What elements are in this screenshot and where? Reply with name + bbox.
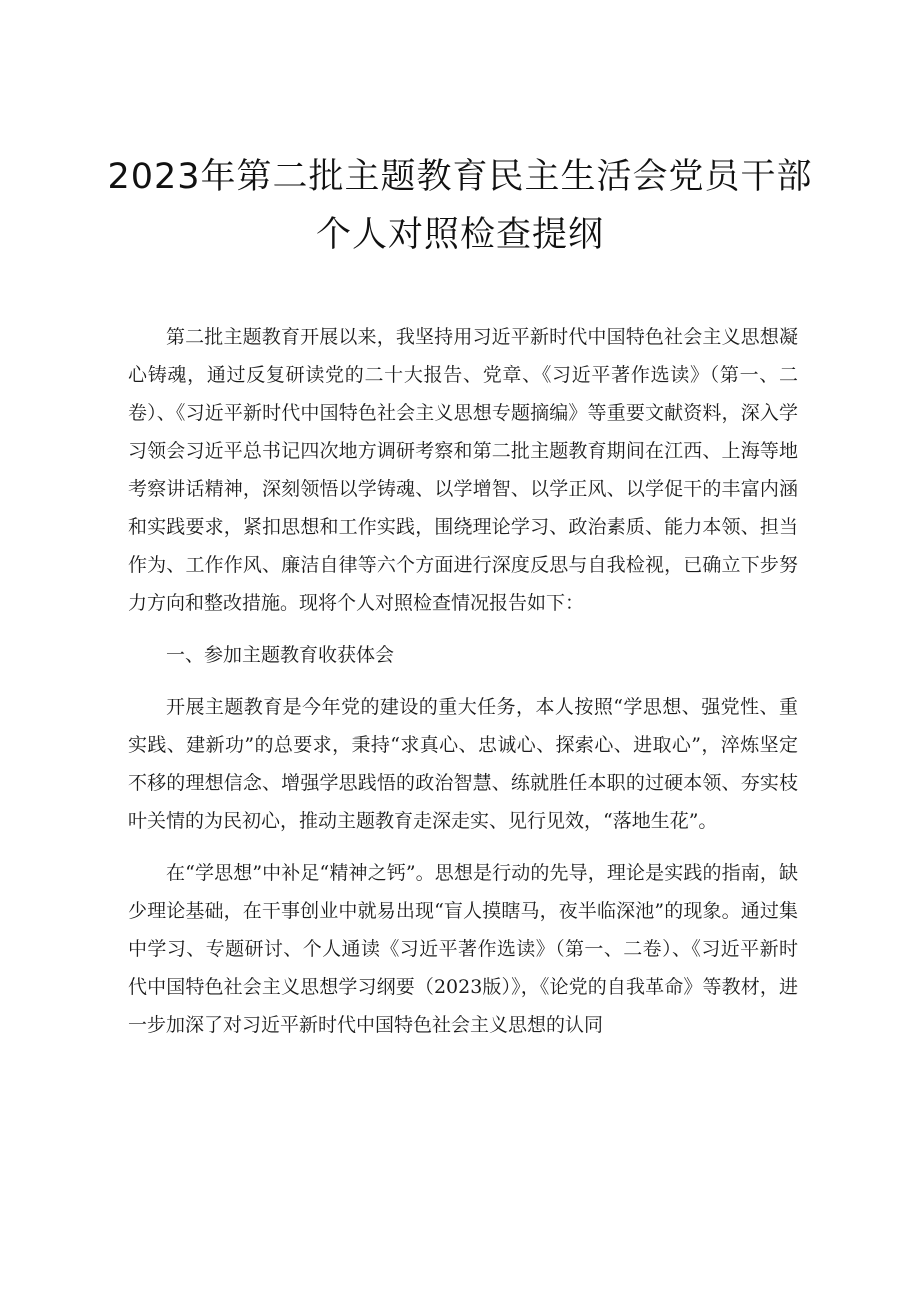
title-line-1: 2023年第二批主题教育民主生活会党员干部	[107, 157, 813, 197]
section1-paragraph-1: 开展主题教育是今年党的建设的重大任务，本人按照“学思想、强党性、重实践、建新功”的总要求，秉持“求真心、忠诚心、探索心、进取心”，淬炼坚定不移的理想信念、增强学思践悟的政治智慧、练就胜任本职的过硬本领、夯实枝叶关情的为民初心，推动主题教育走深走实、见行见效，“落地生花”。	[128, 696, 798, 832]
title-line-2: 个人对照检查提纲	[315, 215, 604, 255]
intro-paragraph: 第二批主题教育开展以来，我坚持用习近平新时代中国特色社会主义思想凝心铸魂，通过反复研读党的二十大报告、党章、《习近平著作选读》（第一、二卷）、《习近平新时代中国特色社会主义思想专题摘编》等重要文献资料，深入学习领会习近平总书记四次地方调研考察和第二批主题教育期间在江西、上海等地考察讲话精神，深刻领悟以学铸魂、以学增智、以学正风、以学促干的丰富内涵和实践要求，紧扣思想和工作实践，围绕理论学习、政治素质、能力本领、担当作为、工作作风、廉洁自律等六个方面进行深度反思与自我检视，已确立下步努力方向和整改措施。现将个人对照检查情况报告如下：	[128, 326, 798, 614]
paragraph-gap	[128, 622, 798, 636]
section1-paragraph-2: 在“学思想”中补足“精神之钙”。思想是行动的先导，理论是实践的指南，缺少理论基础，在干事创业中就易出现“盲人摸瞎马，夜半临深池”的现象。通过集中学习、专题研讨、个人通读《习近平著作选读》（第一、二卷）、《习近平新时代中国特色社会主义思想学习纲要（2023版）》，《论党的自我革命》等教材，进一步加深了对习近平新时代中国特色社会主义思想的认同	[128, 862, 798, 1036]
paragraph-gap	[128, 674, 798, 688]
document-body	[128, 318, 798, 1044]
section-heading: 一、参加主题教育收获体会	[166, 644, 395, 666]
paragraph-gap	[128, 840, 798, 854]
document-title	[0, 148, 920, 264]
